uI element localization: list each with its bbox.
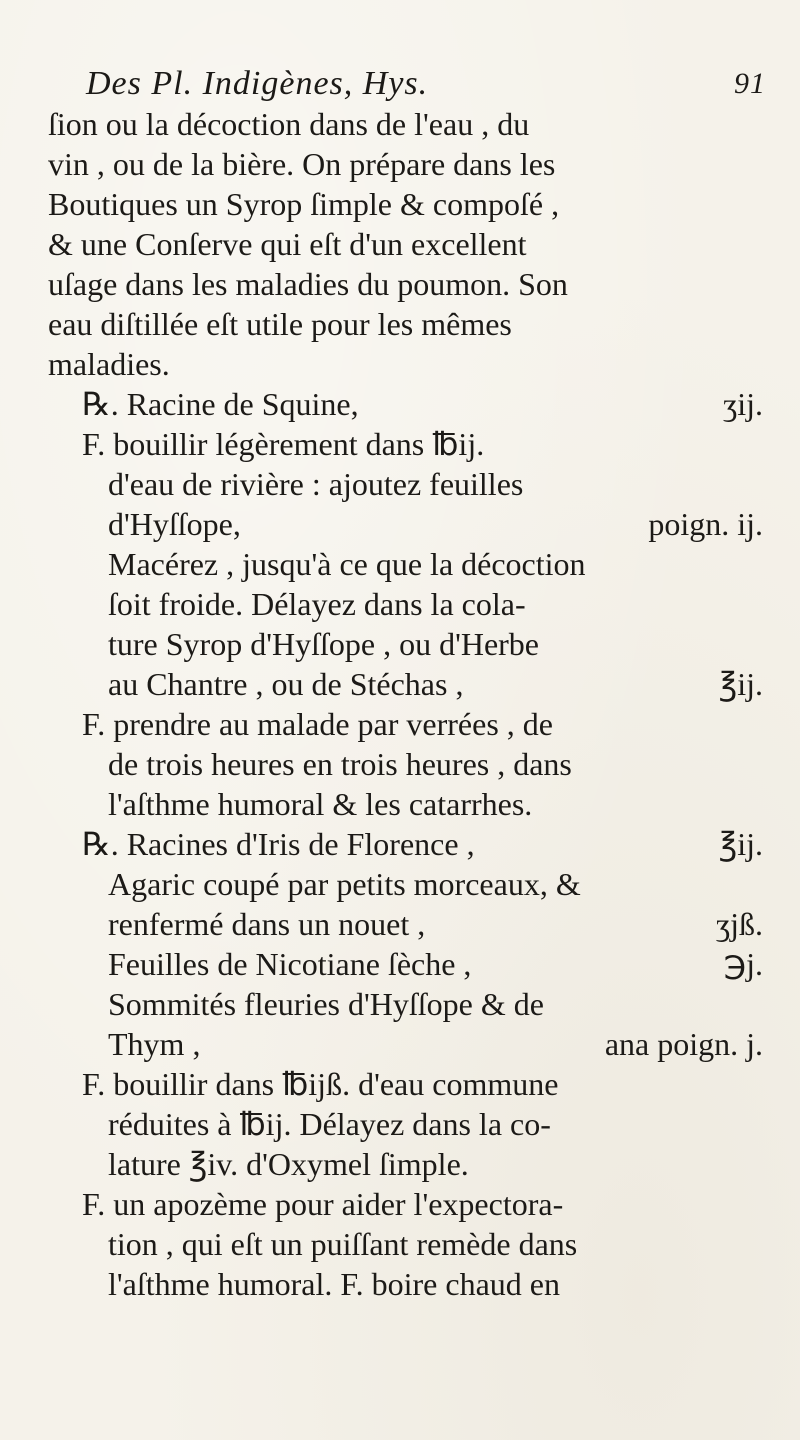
dosage-quantity: ʒjß. [715, 906, 763, 942]
line-text: F. bouillir légèrement dans ℔ij. [82, 426, 485, 462]
text-line [48, 904, 783, 944]
text-line [48, 984, 783, 1024]
text-line [48, 624, 783, 664]
text-line [48, 144, 783, 184]
line-text: F. bouillir dans ℔ijß. d'eau commune [82, 1066, 559, 1102]
text-line [48, 384, 783, 424]
text-line [48, 1144, 783, 1184]
line-text: lature ℥iv. d'Oxymel ſimple. [108, 1146, 469, 1182]
text-line [48, 664, 783, 704]
text-line [48, 1224, 783, 1264]
line-text: ſoit froide. Délayez dans la cola- [108, 586, 526, 622]
line-text: ture Syrop d'Hyſſope , ou d'Herbe [108, 626, 539, 662]
line-text: d'Hyſſope, [108, 506, 241, 542]
line-text: l'aſthme humoral & les catarrhes. [108, 786, 533, 822]
line-text: Sommités fleuries d'Hyſſope & de [108, 986, 544, 1022]
text-line [48, 504, 783, 544]
dosage-quantity: ʒij. [723, 386, 763, 422]
text-line [48, 184, 783, 224]
line-text: Feuilles de Nicotiane ſèche , [108, 946, 472, 982]
line-text: l'aſthme humoral. F. boire chaud en [108, 1266, 560, 1302]
text-line [48, 1264, 783, 1304]
dosage-quantity: ℈j. [723, 946, 763, 982]
text-line [48, 784, 783, 824]
line-text: Thym , [108, 1026, 201, 1062]
line-text: Boutiques un Syrop ſimple & compoſé , [48, 186, 560, 222]
line-text: renfermé dans un nouet , [108, 906, 426, 942]
line-text: uſage dans les maladies du poumon. Son [48, 266, 568, 302]
line-text: eau diſtillée eſt utile pour les mêmes [48, 306, 512, 342]
text-line [48, 424, 783, 464]
line-text: vin , ou de la bière. On prépare dans les [48, 146, 556, 182]
line-text: de trois heures en trois heures , dans [108, 746, 572, 782]
dosage-quantity: poign. ij. [648, 506, 763, 542]
text-line [48, 864, 783, 904]
dosage-quantity: ℥ij. [718, 666, 763, 702]
text-line [48, 264, 783, 304]
text-line [48, 104, 783, 144]
text-line [48, 824, 783, 864]
text-line [48, 944, 783, 984]
line-text: ℞. Racine de Squine, [82, 386, 359, 422]
page-number: 91 [734, 67, 766, 100]
text-line [48, 544, 783, 584]
text-line [48, 464, 783, 504]
line-text: au Chantre , ou de Stéchas , [108, 666, 464, 702]
text-line [48, 1184, 783, 1224]
text-line [48, 304, 783, 344]
dosage-quantity: ana poign. j. [604, 1026, 763, 1062]
line-text: d'eau de rivière : ajoutez feuilles [108, 466, 524, 502]
text-line [48, 1024, 783, 1064]
line-text: tion , qui eſt un puiſſant remède dans [108, 1226, 578, 1262]
text-line [48, 1104, 783, 1144]
text-line [48, 584, 783, 624]
line-text: & une Conſerve qui eſt d'un excellent [48, 226, 527, 262]
text-line [48, 704, 783, 744]
line-text: F. prendre au malade par verrées , de [82, 706, 553, 742]
line-text: Agaric coupé par petits morceaux, & [108, 866, 581, 902]
line-text: maladies. [48, 346, 170, 382]
running-head [86, 60, 766, 108]
line-text: ſion ou la décoction dans de l'eau , du [48, 106, 530, 142]
body-text [48, 104, 783, 1304]
line-text: ℞. Racines d'Iris de Florence , [82, 826, 475, 862]
line-text: réduites à ℔ij. Délayez dans la co- [108, 1106, 551, 1142]
text-line [48, 1064, 783, 1104]
running-head-title: Des Pl. Indigènes, Hys. [86, 65, 429, 102]
line-text: F. un apozème pour aider l'expectora- [82, 1186, 564, 1222]
text-line [48, 344, 783, 384]
line-text: Macérez , jusqu'à ce que la décoction [108, 546, 586, 582]
dosage-quantity: ℥ij. [718, 826, 763, 862]
text-line [48, 224, 783, 264]
text-line [48, 744, 783, 784]
